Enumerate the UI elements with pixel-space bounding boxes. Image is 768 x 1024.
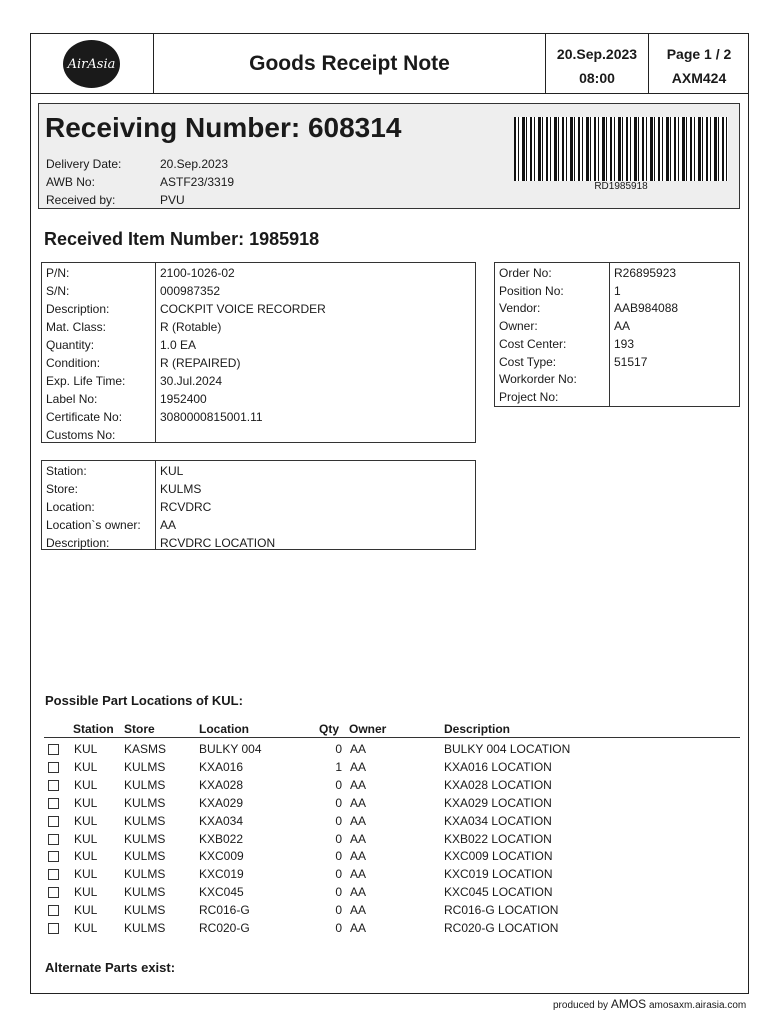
- footer-site: amosaxm.airasia.com: [648, 1000, 747, 1011]
- station-field-value: RCVDRC LOCATION: [160, 536, 276, 550]
- footer-brand: AMOS: [610, 997, 647, 1011]
- order-field-label: Project No:: [499, 389, 559, 404]
- cell-qty: 0: [335, 831, 342, 846]
- station-field-value: RCVDRC: [160, 500, 212, 514]
- location-checkbox[interactable]: [48, 851, 59, 862]
- cell-station: KUL: [74, 885, 98, 900]
- order-field-label: Order No:: [499, 266, 552, 280]
- cell-station: KUL: [74, 777, 98, 792]
- order-field-value: AA: [614, 319, 631, 334]
- order-field-label: Owner:: [499, 319, 538, 334]
- order-field-label: Vendor:: [499, 301, 541, 316]
- cell-owner: AA: [350, 831, 367, 846]
- col-header-qty: Qty: [319, 722, 340, 736]
- col-header-owner: Owner: [349, 722, 387, 736]
- barcode: [514, 117, 728, 181]
- item-field-value: 1952400: [160, 392, 207, 406]
- cell-station: KUL: [74, 903, 98, 918]
- cell-store: KULMS: [124, 921, 166, 935]
- cell-location: RC016-G: [199, 903, 250, 918]
- field-label: Received by:: [46, 193, 116, 207]
- table-header-rule: [44, 737, 740, 738]
- station-field-label: Location`s owner:: [46, 518, 141, 532]
- cell-owner: AA: [350, 742, 367, 756]
- station-field-value: AA: [160, 518, 177, 532]
- header-code: AXM424: [671, 70, 727, 86]
- alternate-parts-note: Alternate Parts exist:: [45, 960, 176, 975]
- locations-title: Possible Part Locations of KUL:: [45, 693, 243, 708]
- station-field-label: Description:: [46, 536, 110, 550]
- item-field-value: 000987352: [160, 284, 221, 298]
- cell-owner: AA: [350, 813, 367, 828]
- field-label: AWB No:: [46, 175, 95, 189]
- order-field-value: 51517: [614, 354, 648, 369]
- cell-description: RC016-G LOCATION: [444, 903, 559, 918]
- cell-qty: 0: [335, 813, 342, 828]
- item-field-label: Mat. Class:: [46, 320, 107, 334]
- order-field-label: Cost Center:: [499, 336, 567, 351]
- field-label: Delivery Date:: [46, 157, 122, 171]
- cell-store: KULMS: [124, 867, 166, 882]
- document-title: Goods Receipt Note: [249, 52, 450, 75]
- cell-store: KULMS: [124, 903, 166, 918]
- cell-location: KXA028: [199, 777, 244, 792]
- location-checkbox[interactable]: [48, 905, 59, 916]
- cell-qty: 1: [335, 759, 342, 774]
- location-checkbox[interactable]: [48, 762, 59, 773]
- footer: [553, 997, 746, 1011]
- order-field-value: R26895923: [614, 266, 677, 280]
- item-field-value: COCKPIT VOICE RECORDER: [160, 302, 326, 316]
- cell-description: RC020-G LOCATION: [444, 921, 559, 935]
- order-field-value: 193: [614, 336, 635, 351]
- cell-description: KXC019 LOCATION: [444, 867, 553, 882]
- col-header-station: Station: [73, 722, 114, 736]
- cell-station: KUL: [74, 921, 98, 935]
- station-field-value: KULMS: [160, 482, 202, 496]
- cell-owner: AA: [350, 777, 367, 792]
- cell-station: KUL: [74, 742, 98, 756]
- cell-store: KULMS: [124, 885, 166, 900]
- item-field-label: S/N:: [46, 284, 70, 298]
- order-field-value: 1: [614, 283, 621, 298]
- order-field-label: Workorder No:: [499, 372, 577, 387]
- cell-qty: 0: [335, 867, 342, 882]
- cell-station: KUL: [74, 831, 98, 846]
- item-field-label: Label No:: [46, 392, 98, 406]
- cell-description: KXA034 LOCATION: [444, 813, 552, 828]
- cell-station: KUL: [74, 795, 98, 810]
- cell-description: KXA029 LOCATION: [444, 795, 552, 810]
- cell-description: KXA016 LOCATION: [444, 759, 552, 774]
- cell-owner: AA: [350, 849, 367, 864]
- col-header-location: Location: [199, 722, 249, 736]
- cell-location: KXC009: [199, 849, 244, 864]
- location-checkbox[interactable]: [48, 744, 59, 755]
- cell-description: KXA028 LOCATION: [444, 777, 552, 792]
- item-field-value: 30.Jul.2024: [160, 374, 223, 388]
- station-field-label: Store:: [46, 482, 79, 496]
- item-field-label: Quantity:: [46, 338, 95, 352]
- receiving-number: Receiving Number: 608314: [45, 112, 402, 143]
- cell-description: KXB022 LOCATION: [444, 831, 552, 846]
- col-header-description: Description: [444, 722, 511, 736]
- order-field-value: AAB984088: [614, 301, 679, 316]
- station-field-value: KUL: [160, 464, 184, 478]
- item-field-label: P/N:: [46, 266, 70, 280]
- cell-store: KULMS: [124, 813, 166, 828]
- cell-station: KUL: [74, 813, 98, 828]
- location-checkbox[interactable]: [48, 923, 59, 934]
- station-details-divider: [155, 460, 156, 550]
- location-checkbox[interactable]: [48, 834, 59, 845]
- cell-description: KXC045 LOCATION: [444, 885, 553, 900]
- header-date: 20.Sep.2023: [556, 46, 638, 62]
- item-field-label: Condition:: [46, 356, 101, 370]
- cell-store: KULMS: [124, 849, 166, 864]
- col-header-store: Store: [124, 722, 155, 736]
- cell-store: KULMS: [124, 777, 166, 792]
- cell-store: KULMS: [124, 759, 166, 774]
- cell-owner: AA: [350, 867, 367, 882]
- item-field-label: Description:: [46, 302, 110, 316]
- item-field-label: Exp. Life Time:: [46, 374, 126, 388]
- cell-qty: 0: [335, 849, 342, 864]
- cell-description: KXC009 LOCATION: [444, 849, 553, 864]
- barcode-text: RD1985918: [594, 181, 648, 192]
- footer-produced-by: produced by: [553, 1000, 609, 1011]
- cell-qty: 0: [335, 903, 342, 918]
- cell-store: KASMS: [124, 742, 167, 756]
- cell-location: BULKY 004: [199, 742, 262, 756]
- cell-station: KUL: [74, 867, 98, 882]
- header-divider: [30, 93, 749, 94]
- cell-qty: 0: [335, 742, 342, 756]
- cell-qty: 0: [335, 885, 342, 900]
- cell-store: KULMS: [124, 831, 166, 846]
- cell-station: KUL: [74, 759, 98, 774]
- item-field-value: R (Rotable): [160, 320, 222, 334]
- cell-owner: AA: [350, 885, 367, 900]
- cell-location: KXB022: [199, 831, 244, 846]
- location-checkbox[interactable]: [48, 869, 59, 880]
- order-details-divider: [609, 262, 610, 407]
- airasia-logo: AirAsia: [63, 40, 120, 88]
- item-field-value: R (REPAIRED): [160, 356, 241, 370]
- cell-store: KULMS: [124, 795, 166, 810]
- item-field-value: 1.0 EA: [160, 338, 197, 352]
- item-details-divider: [155, 262, 156, 443]
- location-checkbox[interactable]: [48, 798, 59, 809]
- cell-location: KXA016: [199, 759, 244, 774]
- order-field-label: Position No:: [499, 283, 564, 298]
- cell-location: KXA029: [199, 795, 244, 810]
- cell-qty: 0: [335, 777, 342, 792]
- cell-owner: AA: [350, 759, 367, 774]
- cell-owner: AA: [350, 795, 367, 810]
- station-field-label: Location:: [46, 500, 95, 514]
- station-field-label: Station:: [46, 464, 87, 478]
- location-checkbox[interactable]: [48, 780, 59, 791]
- item-field-value: 2100-1026-02: [160, 266, 235, 280]
- item-field-label: Certificate No:: [46, 410, 123, 424]
- cell-description: BULKY 004 LOCATION: [444, 742, 571, 756]
- cell-owner: AA: [350, 921, 367, 935]
- cell-qty: 0: [335, 921, 342, 935]
- header-time: 08:00: [579, 70, 615, 86]
- header-page: Page 1 / 2: [666, 46, 732, 62]
- cell-location: KXA034: [199, 813, 244, 828]
- cell-location: RC020-G: [199, 921, 250, 935]
- cell-location: KXC019: [199, 867, 244, 882]
- cell-location: KXC045: [199, 885, 244, 900]
- cell-qty: 0: [335, 795, 342, 810]
- cell-owner: AA: [350, 903, 367, 918]
- field-value: ASTF23/3319: [160, 175, 235, 189]
- item-field-value: 3080000815001.11: [160, 410, 263, 424]
- field-value: 20.Sep.2023: [160, 157, 229, 171]
- location-checkbox[interactable]: [48, 816, 59, 827]
- cell-station: KUL: [74, 849, 98, 864]
- received-item-title: Received Item Number: 1985918: [44, 229, 320, 249]
- item-field-label: Customs No:: [46, 428, 116, 442]
- order-field-label: Cost Type:: [499, 354, 557, 369]
- location-checkbox[interactable]: [48, 887, 59, 898]
- field-value: PVU: [160, 193, 185, 207]
